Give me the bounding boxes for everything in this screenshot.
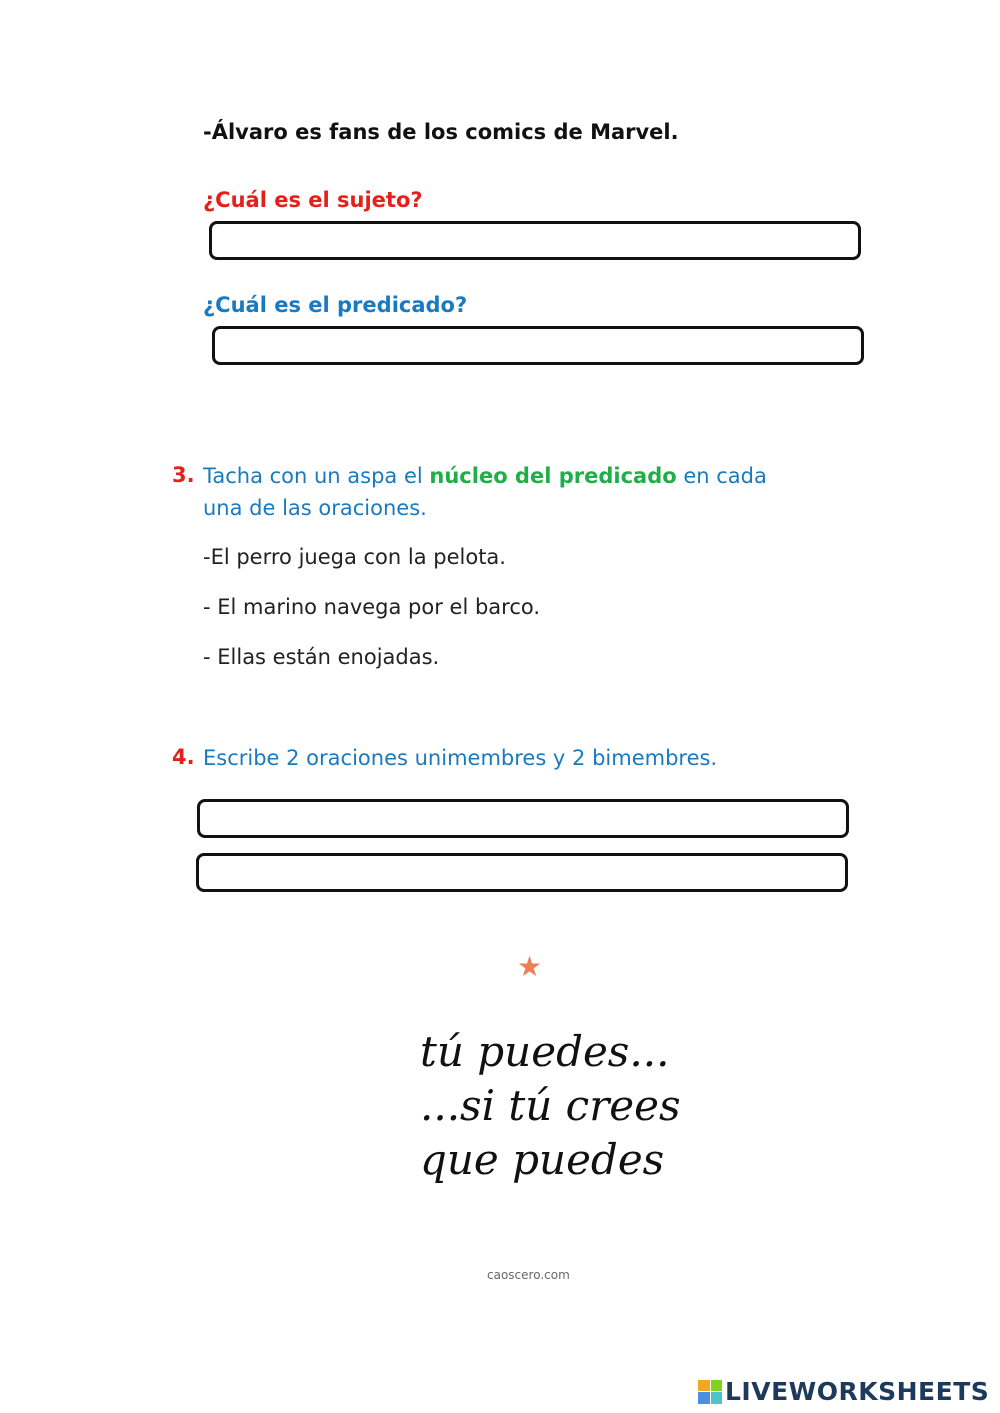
brand-name: LIVEWORKSHEETS [725, 1377, 990, 1406]
exercise-3-number: 3. [172, 463, 195, 487]
answer-box-2[interactable] [196, 853, 848, 892]
motivational-quote [420, 1025, 681, 1187]
predicate-question: ¿Cuál es el predicado? [203, 293, 468, 317]
exercise-sentence: -Álvaro es fans de los comics de Marvel. [203, 120, 679, 144]
brand-watermark[interactable] [698, 1377, 989, 1406]
quote-line: que puedes [420, 1135, 665, 1184]
instruction-highlight: núcleo del predicado [429, 464, 677, 488]
sentence-item[interactable]: - Ellas están enojadas. [203, 645, 440, 669]
exercise-4-instruction: Escribe 2 oraciones unimembres y 2 bimembres. [203, 746, 718, 770]
sentence-item[interactable]: -El perro juega con la pelota. [203, 545, 506, 569]
sentence-item[interactable]: - El marino navega por el barco. [203, 595, 541, 619]
brand-logo-icon [698, 1380, 722, 1404]
exercise-3-instruction [203, 460, 843, 524]
exercise-4-number: 4. [172, 745, 195, 769]
predicate-answer-box[interactable] [212, 326, 864, 365]
subject-answer-box[interactable] [209, 221, 861, 260]
instruction-text-before: Tacha con un aspa el [203, 464, 430, 488]
instruction-text-after: en cada [676, 464, 767, 488]
star-icon: ★ [517, 950, 543, 983]
subject-question: ¿Cuál es el sujeto? [203, 188, 423, 212]
answer-box-1[interactable] [197, 799, 849, 838]
instruction-text-line2: una de las oraciones. [203, 496, 427, 520]
quote-line: tú puedes... [420, 1027, 670, 1076]
quote-line: ...si tú crees [420, 1081, 681, 1130]
credit-text: caoscero.com [487, 1268, 570, 1282]
